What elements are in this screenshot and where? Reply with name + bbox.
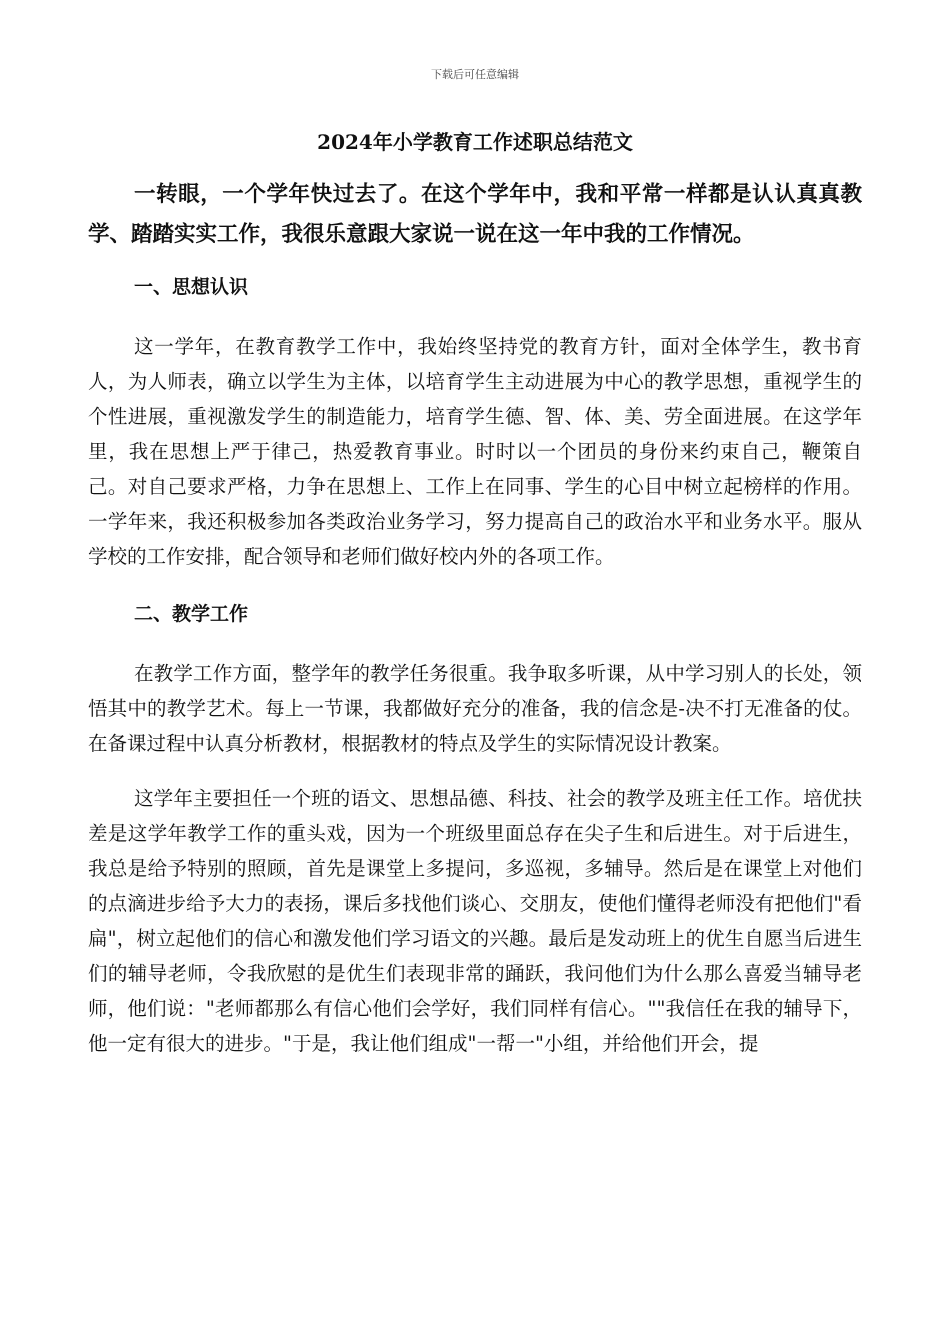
document-title: 2024年小学教育工作述职总结范文: [317, 130, 633, 154]
document-body: [88, 175, 862, 1061]
paragraph-thought: 这一学年，在教育教学工作中，我始终坚持党的教育方针，面对全体学生，教书育人，为人师表，确立以学生为主体，以培育学生主动进展为中心的教学思想，重视学生的个性进展，重视激发学生的制造能力，培育学生德、智、体、美、劳全面进展。在这学年里，我在思想上严于律己，热爱教育事业。时时以一个团员的身份来约束自己，鞭策自己。对自己要求严格，力争在思想上、工作上在同事、学生的心目中树立起榜样的作用。一学年来，我还积极参加各类政治业务学习，努力提高自己的政治水平和业务水平。服从学校的工作安排，配合领导和老师们做好校内外的各项工作。: [88, 335, 862, 568]
paragraph-teaching-2: 这学年主要担任一个班的语文、思想品德、科技、社会的教学及班主任工作。培优扶差是这学年教学工作的重头戏，因为一个班级里面总存在尖子生和后进生。对于后进生，我总是给予特别的照顾，首先是课堂上多提问，多巡视，多辅导。然后是在课堂上对他们的点滴进步给予大力的表扬，课后多找他们谈心、交朋友，使他们懂得老师没有把他们"看扁"，树立起他们的信心和激发他们学习语文的兴趣。最后是发动班上的优生自愿当后进生们的辅导老师，令我欣慰的是优生们表现非常的踊跃，我问他们为什么那么喜爱当辅导老师，他们说："老师都那么有信心他们会学好，我们同样有信心。""我信任在我的辅导下，他一定有很大的进步。"于是，我让他们组成"一帮一"小组，并给他们开会，提: [88, 787, 862, 1055]
section-heading-teaching: 二、教学工作: [134, 603, 249, 625]
section-heading-thought: 一、思想认识: [134, 276, 249, 298]
header-note: 下载后可任意编辑: [431, 68, 519, 81]
paragraph-teaching-1: 在教学工作方面，整学年的教学任务很重。我争取多听课，从中学习别人的长处，领悟其中的教学艺术。每上一节课，我都做好充分的准备，我的信念是-决不打无准备的仗。在备课过程中认真分析教材，根据教材的特点及学生的实际情况设计教案。: [88, 662, 862, 755]
intro-paragraph: 一转眼，一个学年快过去了。在这个学年中，我和平常一样都是认认真真教学、踏踏实实工作，我很乐意跟大家说一说在这一年中我的工作情况。: [88, 182, 862, 247]
